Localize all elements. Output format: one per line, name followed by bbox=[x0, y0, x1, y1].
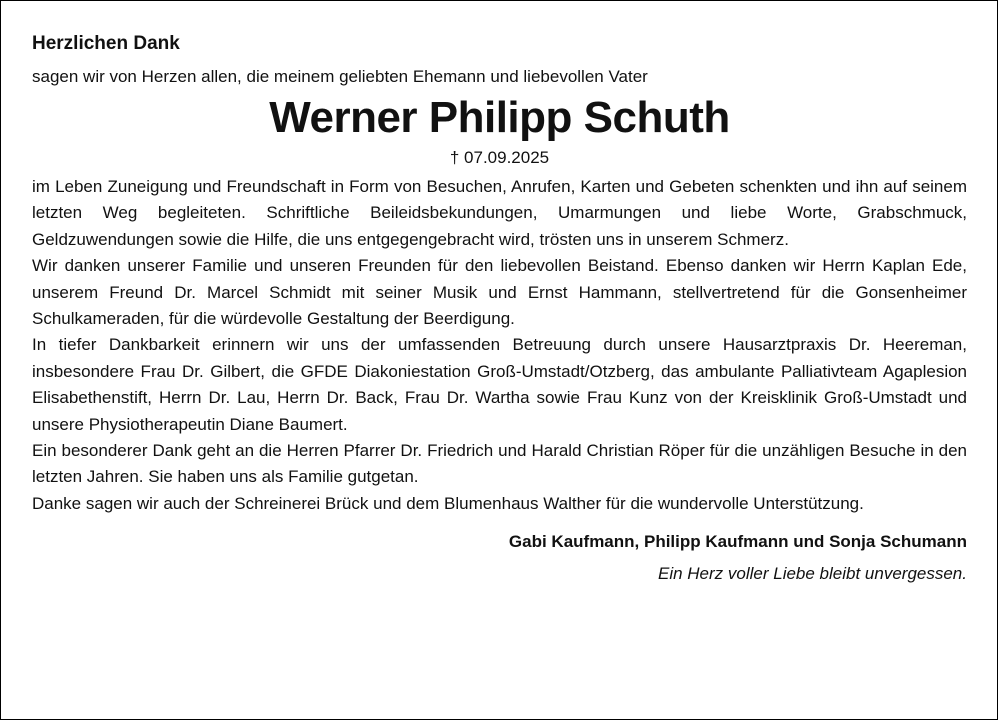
signers-line: Gabi Kaufmann, Philipp Kaufmann und Sonja Schumann bbox=[508, 532, 967, 552]
death-date: † 07.09.2025 bbox=[449, 148, 550, 167]
deceased-name: Werner Philipp Schuth bbox=[269, 93, 730, 142]
body-paragraph-4: Ein besonderer Dank geht an die Herren Pfarrer Dr. Friedrich und Harald Christian Röper für die unzähligen Besuche in den letzten Jahren. Sie haben uns als Familie gutgetan. bbox=[32, 441, 967, 487]
notice-heading: Herzlichen Dank bbox=[32, 33, 180, 54]
notice-body bbox=[32, 174, 967, 517]
body-paragraph-3: In tiefer Dankbarkeit erinnern wir uns der umfassenden Betreuung durch unsere Hausarztpraxis Dr. Heereman, insbesondere Frau Dr. Gilbert, die GFDE Diakoniestation Groß-Umstadt/Otzberg, das ambulante Palliativteam Agaplesion Elisabethenstift, Herrn Dr. Lau, Herrn Dr. Back, Frau Dr. Wartha sowie Frau Kunz von der Kreisklinik Groß-Umstadt und unsere Physiotherapeutin Diane Baumert. bbox=[32, 335, 967, 434]
body-paragraph-5: Danke sagen wir auch der Schreinerei Brück und dem Blumenhaus Walther für die wundervolle Unterstützung. bbox=[32, 493, 864, 513]
closing-motto: Ein Herz voller Liebe bleibt unvergessen. bbox=[657, 564, 967, 584]
body-paragraph-2: Wir danken unserer Familie und unseren Freunden für den liebevollen Beistand. Ebenso danken wir Herrn Kaplan Ede, unserem Freund Dr. Marcel Schmidt mit seiner Musik und Ernst Hammann, stellvertretend für die Gonsenheimer Schulkameraden, für die würdevolle Gestaltung der Beerdigung. bbox=[32, 256, 967, 329]
intro-line: sagen wir von Herzen allen, die meinem geliebten Ehemann und liebevollen Vater bbox=[32, 67, 648, 86]
body-paragraph-1: im Leben Zuneigung und Freundschaft in Form von Besuchen, Anrufen, Karten und Gebeten schenkten und ihn auf seinem letzten Weg begleiteten. Schriftliche Beileidsbekundungen, Umarmungen und liebe Worte, Grabschmuck, Geldzuwendungen sowie die Hilfe, die uns entgegengebracht wird, trösten uns in unserem Schmerz. bbox=[32, 177, 967, 249]
